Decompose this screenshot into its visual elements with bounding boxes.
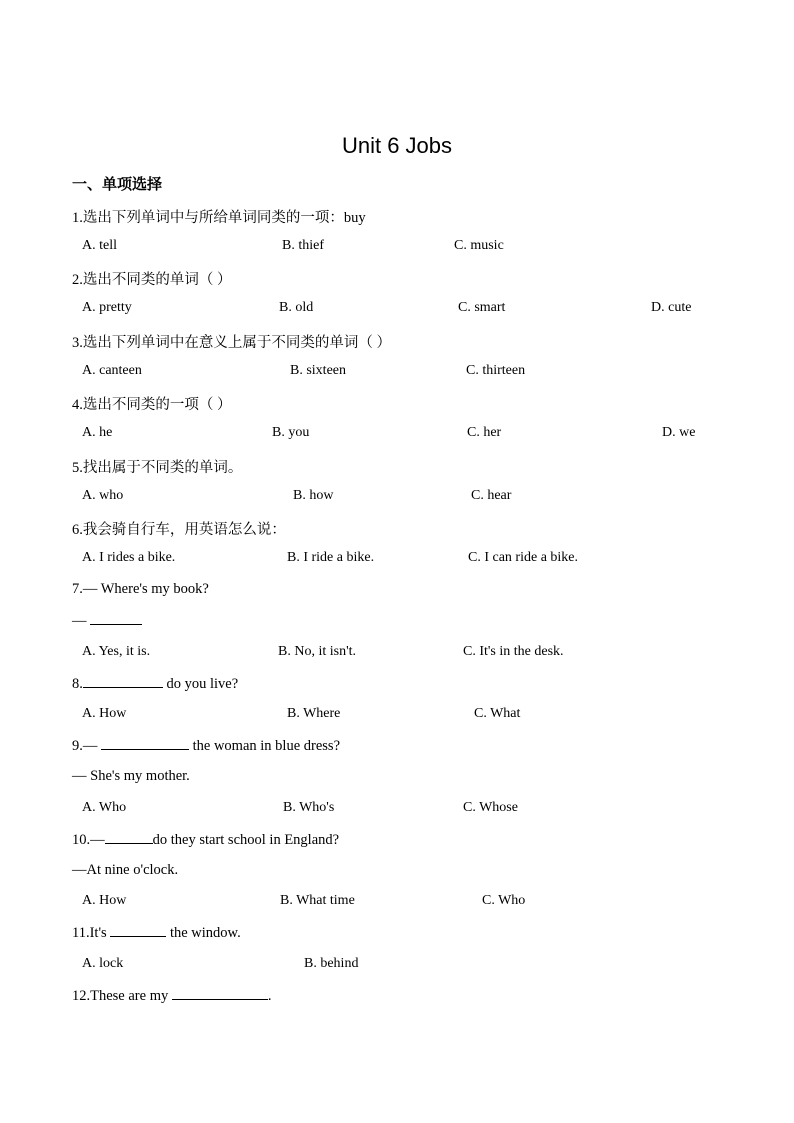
q7-option-b: B. No, it isn't. xyxy=(278,644,356,659)
q4-option-b: B. you xyxy=(272,425,310,440)
q10-answer-blank xyxy=(105,831,153,844)
q10-stem-end: do they start school in England? xyxy=(152,832,340,848)
q1-option-a: A. tell xyxy=(82,238,117,253)
question-1: 1.选出下列单词中与所给单词同类的一项：buy xyxy=(72,210,366,226)
q3-option-b: B. sixteen xyxy=(290,363,346,378)
question-7-reply xyxy=(72,612,142,630)
q8-answer-blank xyxy=(83,675,163,688)
q12-stem-end: . xyxy=(267,988,272,1004)
q9-stem-end: the woman in blue dress? xyxy=(189,738,341,754)
q6-option-a: A. I rides a bike. xyxy=(82,550,176,565)
q9-answer-blank xyxy=(101,737,189,750)
q8-option-b: B. Where xyxy=(287,706,341,721)
q9-option-b: B. Who's xyxy=(283,800,335,815)
q4-option-a: A. he xyxy=(82,425,113,440)
q11-option-a: A. lock xyxy=(82,956,124,971)
q7-answer-blank xyxy=(90,612,142,625)
q1-option-b: B. thief xyxy=(282,238,324,253)
q11-stem-end: the window. xyxy=(166,925,241,941)
q2-option-d: D. cute xyxy=(651,300,692,315)
q11-stem-start: 11.It's xyxy=(72,925,111,941)
q1-option-c: C. music xyxy=(454,238,504,253)
q6-option-b: B. I ride a bike. xyxy=(287,550,375,565)
q12-answer-blank xyxy=(172,987,268,1000)
q3-option-c: C. thirteen xyxy=(466,363,526,378)
question-4: 4.选出不同类的一项（ ） xyxy=(72,397,232,413)
q11-option-b: B. behind xyxy=(304,956,359,971)
q8-option-a: A. How xyxy=(82,706,127,721)
q5-option-a: A. who xyxy=(82,488,124,503)
q8-stem-end: do you live? xyxy=(162,676,239,692)
question-11 xyxy=(72,924,241,942)
page-title: Unit 6 Jobs xyxy=(341,133,453,158)
question-2: 2.选出不同类的单词（ ） xyxy=(72,272,232,288)
question-5: 5.找出属于不同类的单词。 xyxy=(72,460,243,476)
question-9-reply: — She's my mother. xyxy=(72,768,190,784)
q9-option-c: C. Whose xyxy=(463,800,518,815)
q8-stem-start: 8. xyxy=(72,676,83,692)
question-8 xyxy=(72,675,238,693)
q7-reply-dash: — xyxy=(72,613,87,629)
q5-option-b: B. how xyxy=(293,488,334,503)
q2-option-a: A. pretty xyxy=(82,300,132,315)
q11-answer-blank xyxy=(110,924,166,937)
q3-option-a: A. canteen xyxy=(82,363,142,378)
q7-option-c: C. It's in the desk. xyxy=(463,644,564,659)
question-3: 3.选出下列单词中在意义上属于不同类的单词（ ） xyxy=(72,335,391,351)
q4-option-d: D. we xyxy=(662,425,696,440)
q10-option-a: A. How xyxy=(82,893,127,908)
q10-option-b: B. What time xyxy=(280,893,355,908)
question-12 xyxy=(72,987,271,1005)
question-10 xyxy=(72,831,339,849)
q6-option-c: C. I can ride a bike. xyxy=(468,550,579,565)
question-6: 6.我会骑自行车，用英语怎么说： xyxy=(72,522,286,538)
q8-option-c: C. What xyxy=(474,706,521,721)
q10-option-c: C. Who xyxy=(482,893,526,908)
section-heading: 一、单项选择 xyxy=(72,175,163,193)
q4-option-c: C. her xyxy=(467,425,502,440)
q7-option-a: A. Yes, it is. xyxy=(82,644,151,659)
q2-option-b: B. old xyxy=(279,300,314,315)
question-10-reply: —At nine o'clock. xyxy=(72,862,179,878)
q12-stem-start: 12.These are my xyxy=(72,988,172,1004)
q9-stem-start: 9.— xyxy=(72,738,101,754)
q5-option-c: C. hear xyxy=(471,488,512,503)
q2-option-c: C. smart xyxy=(458,300,506,315)
question-7: 7.— Where's my book? xyxy=(72,581,209,597)
q10-stem-start: 10.— xyxy=(72,832,105,848)
question-9 xyxy=(72,737,340,755)
q9-option-a: A. Who xyxy=(82,800,127,815)
